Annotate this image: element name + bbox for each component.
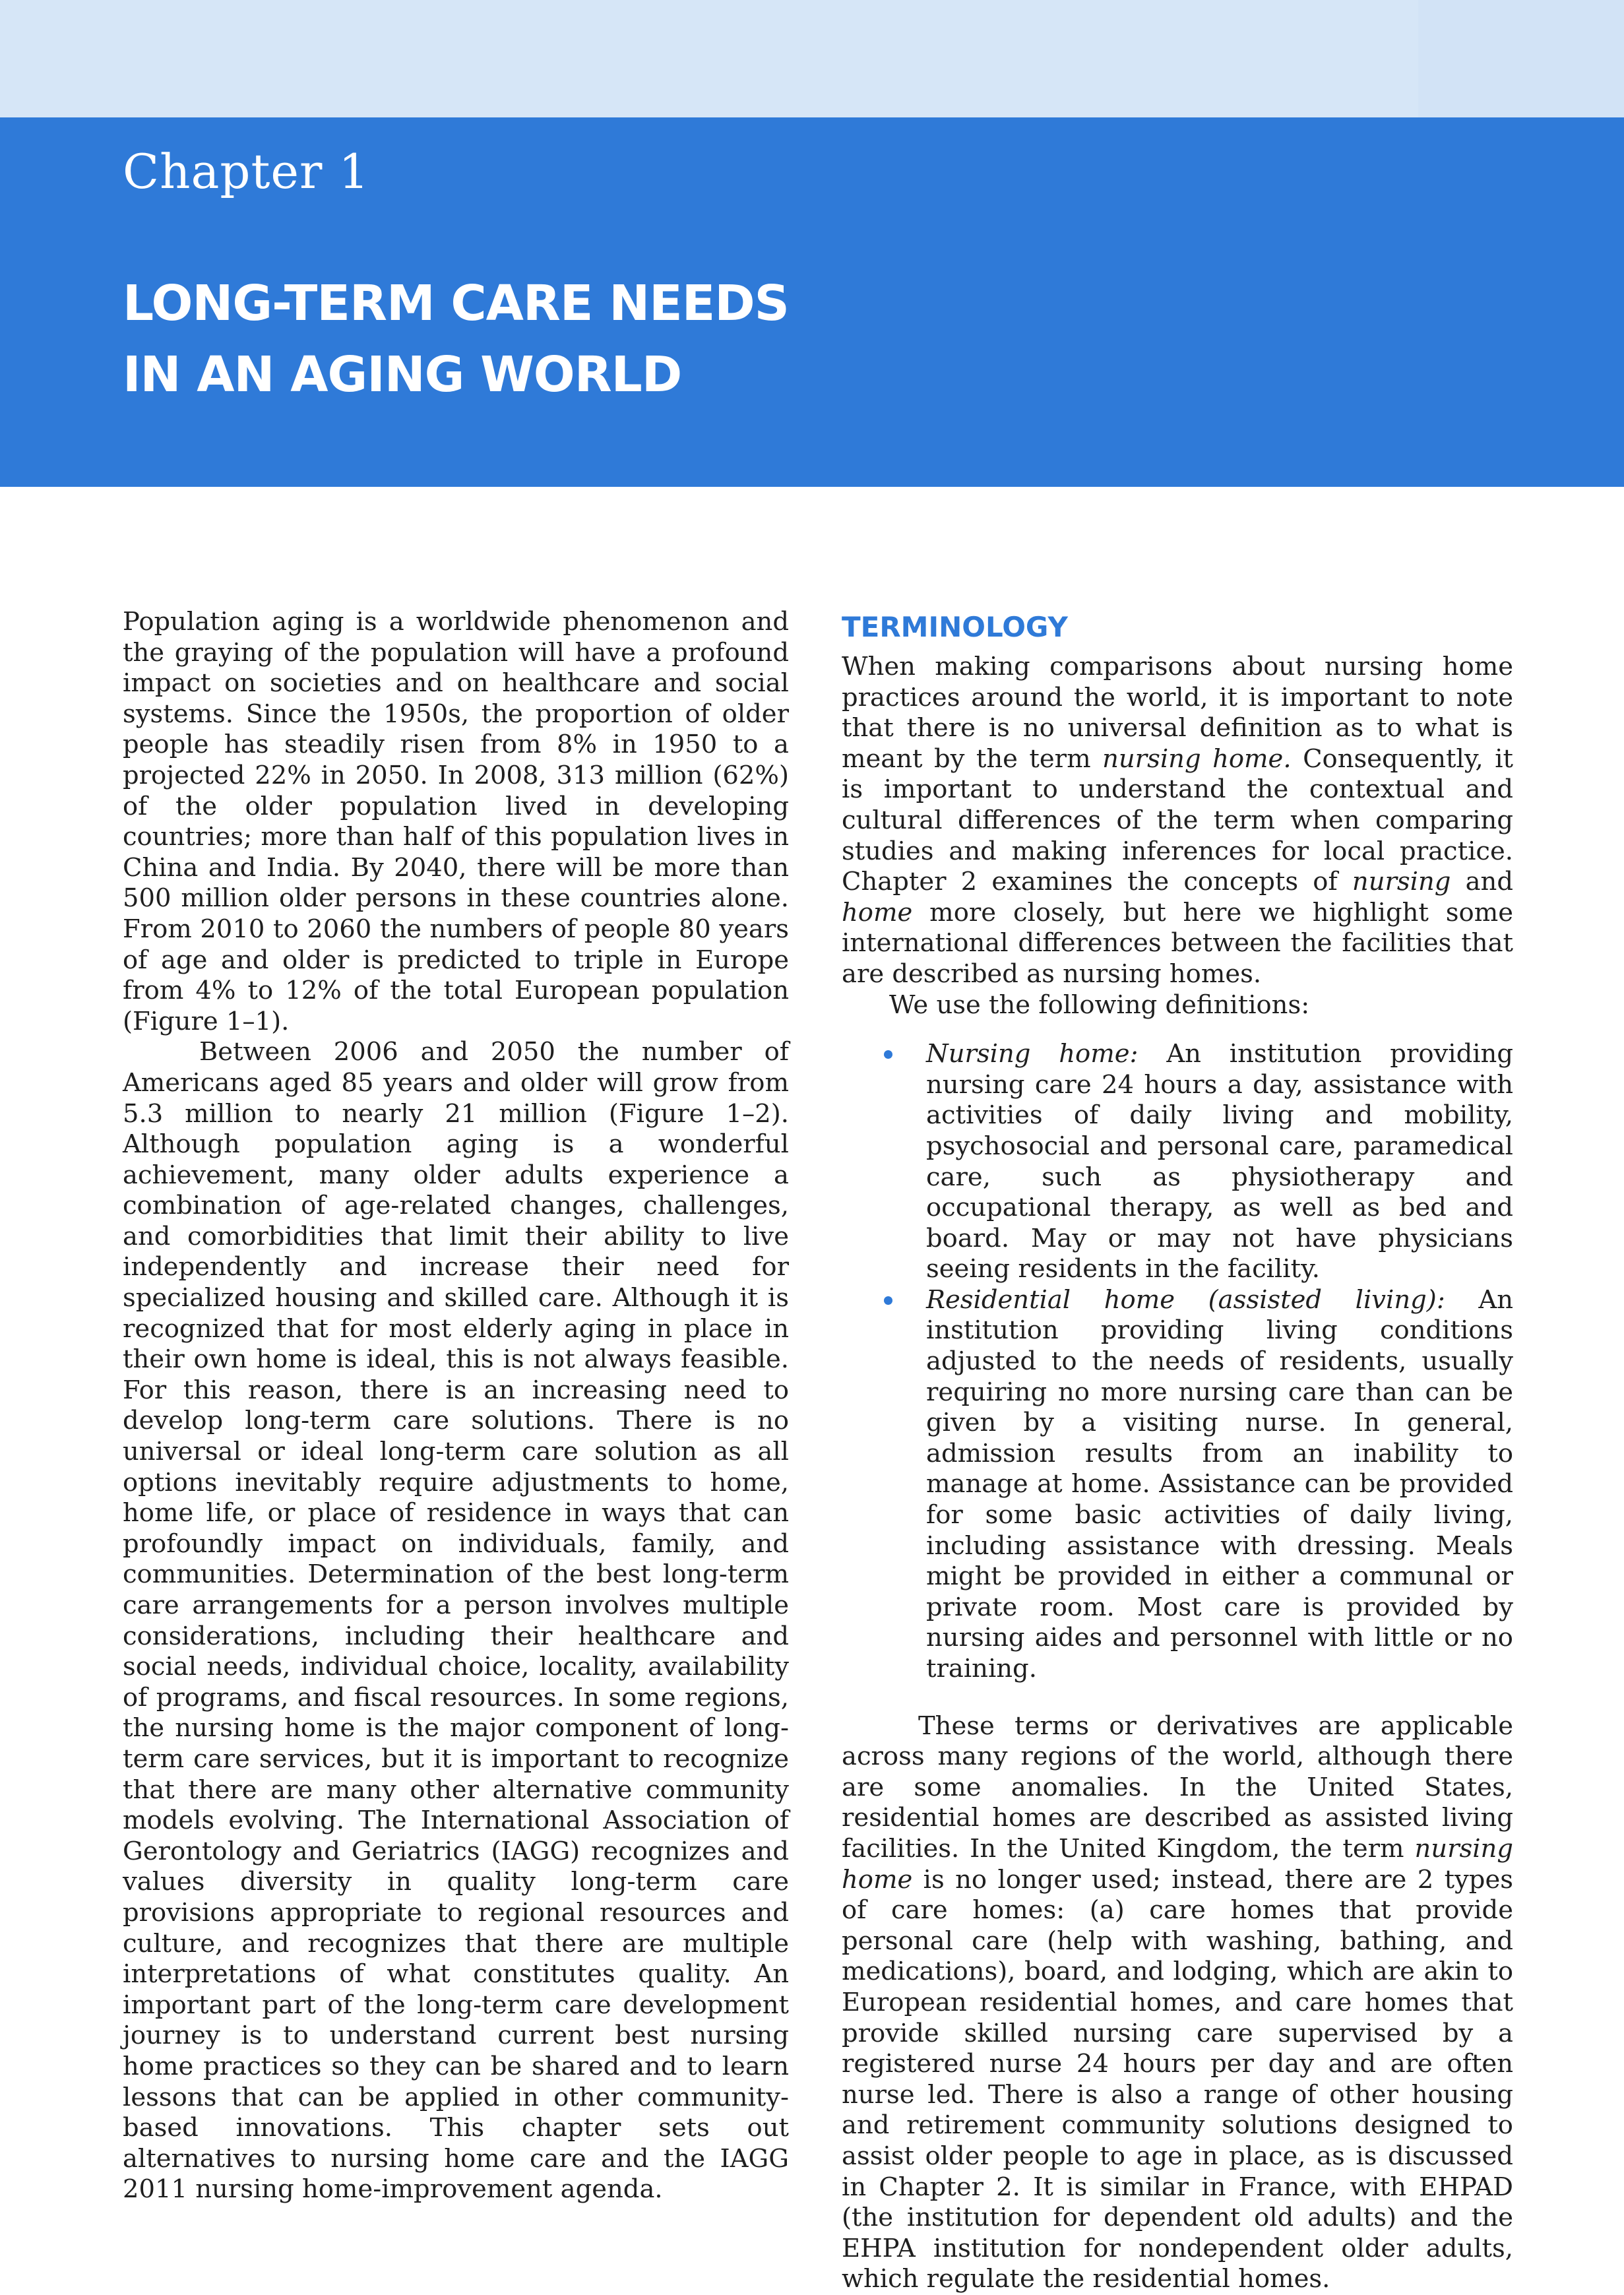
definition-term: Residential home (assisted living): xyxy=(926,1284,1445,1315)
bullet-dot-icon xyxy=(884,1050,892,1059)
term-nursing-home: nursing home xyxy=(842,1833,1513,1895)
text-run: and xyxy=(1451,867,1513,897)
definition-item xyxy=(842,1039,1513,1285)
regional-terms-paragraph xyxy=(842,1711,1513,2295)
section-heading-terminology: TERMINOLOGY xyxy=(842,611,1068,643)
definition-item xyxy=(842,1285,1513,1685)
intro-paragraph: Population aging is a worldwide phenomenon and the graying of the population will have a profound impact on societies and on healthcare and social systems. Since the 1950s, the proportion of older people has steadily risen from 8% in 1950 to a projected 22% in 2050. In 2008, 313 million (62%) of the older population lived in developing countries; more than half of this population lives in China and India. By 2040, there will be more than 500 million older persons in these countries alone. From 2010 to 2060 the numbers of people 80 years of age and older is predicted to triple in Europe from 4% to 12% of the total European population (Figure 1–1). xyxy=(123,607,789,1036)
terminology-paragraph xyxy=(842,652,1513,990)
text-run: When making comparisons about nursing home practices around the world, it is important to note that there is no universal definition as to what is meant by the term xyxy=(842,652,1513,774)
chapter-title-line-2: IN AN AGING WORLD xyxy=(123,346,682,403)
text-run: is no longer used; instead, there are 2 types of care homes: (a) care homes that provide personal care (help with washing, bathing, and medications), board, and lodging, which are akin to European residential homes, and care homes that provide skilled nursing care supervised by a registered nurse 24 hours per day and are often nurse led. There is also a range of other housing and retirement community solutions designed to assist older people to age in place, as is discussed in Chapter 2. It is similar in France, with EHPAD (the institution for dependent old adults) and the EHPA institution for nondependent older adults, which regulate the residential homes. xyxy=(842,1864,1513,2294)
bullet-dot-icon xyxy=(884,1296,892,1305)
top-light-strip xyxy=(0,0,1418,117)
left-column xyxy=(123,607,789,2205)
definition-text: An institution providing nursing care 24 hours a day, assistance with activities of daily living and mobility, psychosocial and personal care, paramedical care, such as physiotherapy and occupational therapy, as well as bed and board. May or may not have physicians seeing residents in the facility. xyxy=(926,1039,1513,1284)
definitions-list xyxy=(842,1039,1513,1684)
chapter-banner xyxy=(0,117,1624,487)
text-run: Consequently, it is important to understand the contextual and cultural differences of the term when comparing studies and making inferences for local practice. Chapter 2 examines the concepts of xyxy=(842,743,1513,897)
definitions-intro: We use the following definitions: xyxy=(889,990,1310,1020)
text-run: These terms or derivatives are applicable across many regions of the world, although there are some anomalies. In the United States, residential homes are described as assisted living facilities. In the United Kingdom, the term xyxy=(842,1711,1513,1864)
text-run: more closely, but here we highlight some international differences between the facilities that are described as nursing homes. xyxy=(842,897,1513,989)
chapter-label: Chapter 1 xyxy=(123,144,370,199)
right-column xyxy=(842,607,1513,2295)
term-nursing-home: nursing home. xyxy=(1102,743,1292,774)
chapter-title xyxy=(123,268,789,410)
term-home: home xyxy=(842,897,913,927)
definition-text: An institution providing living conditions adjusted to the needs of residents, usually requiring no more nursing care than can be given by a visiting nurse. In general, admission results from an inability to manage at home. Assistance can be provided for some basic activities of daily living, including assistance with dressing. Meals might be provided in either a communal or private room. Most care is provided by nursing aides and personnel with little or no training. xyxy=(926,1284,1514,1683)
chapter-title-line-1: LONG-TERM CARE NEEDS xyxy=(123,275,789,332)
body-paragraph: Between 2006 and 2050 the number of Americans aged 85 years and older will grow from 5.3 million to nearly 21 million (Figure 1–2). Although population aging is a wonderful achievement, many older adults experience a combination of age-related changes, challenges, and comorbidities that limit their ability to live independently and increase their need for specialized housing and skilled care. Although it is recognized that for most elderly aging in place in their own home is ideal, this is not always feasible. For this reason, there is an increasing need to develop long-term care solutions. There is no universal or ideal long-term care solution as all options inevitably require adjustments to home, home life, or place of residence in ways that can profoundly impact on individuals, family, and communities. Determination of the best long-term care arrangements for a person involves multiple considerations, including their healthcare and social needs, individual choice, locality, availability of programs, and fiscal resources. In some regions, the nursing home is the major component of long-term care services, but it is important to recognize that there are many other alternative community models evolving. The International Association of Gerontology and Geriatrics (IAGG) recognizes and values diversity in quality long-term care provisions appropriate to regional resources and culture, and recognizes that there are multiple interpretations of what constitutes quality. An important part of the long-term care development journey is to understand current best nursing home practices so they can be shared and to learn lessons that can be applied in other community-based innovations. This chapter sets out alternatives to nursing home care and the IAGG 2011 nursing home-improvement agenda. xyxy=(123,1037,789,2205)
term-nursing: nursing xyxy=(1352,867,1451,897)
top-corner-strip xyxy=(1418,0,1624,117)
definition-term: Nursing home: xyxy=(926,1039,1139,1069)
